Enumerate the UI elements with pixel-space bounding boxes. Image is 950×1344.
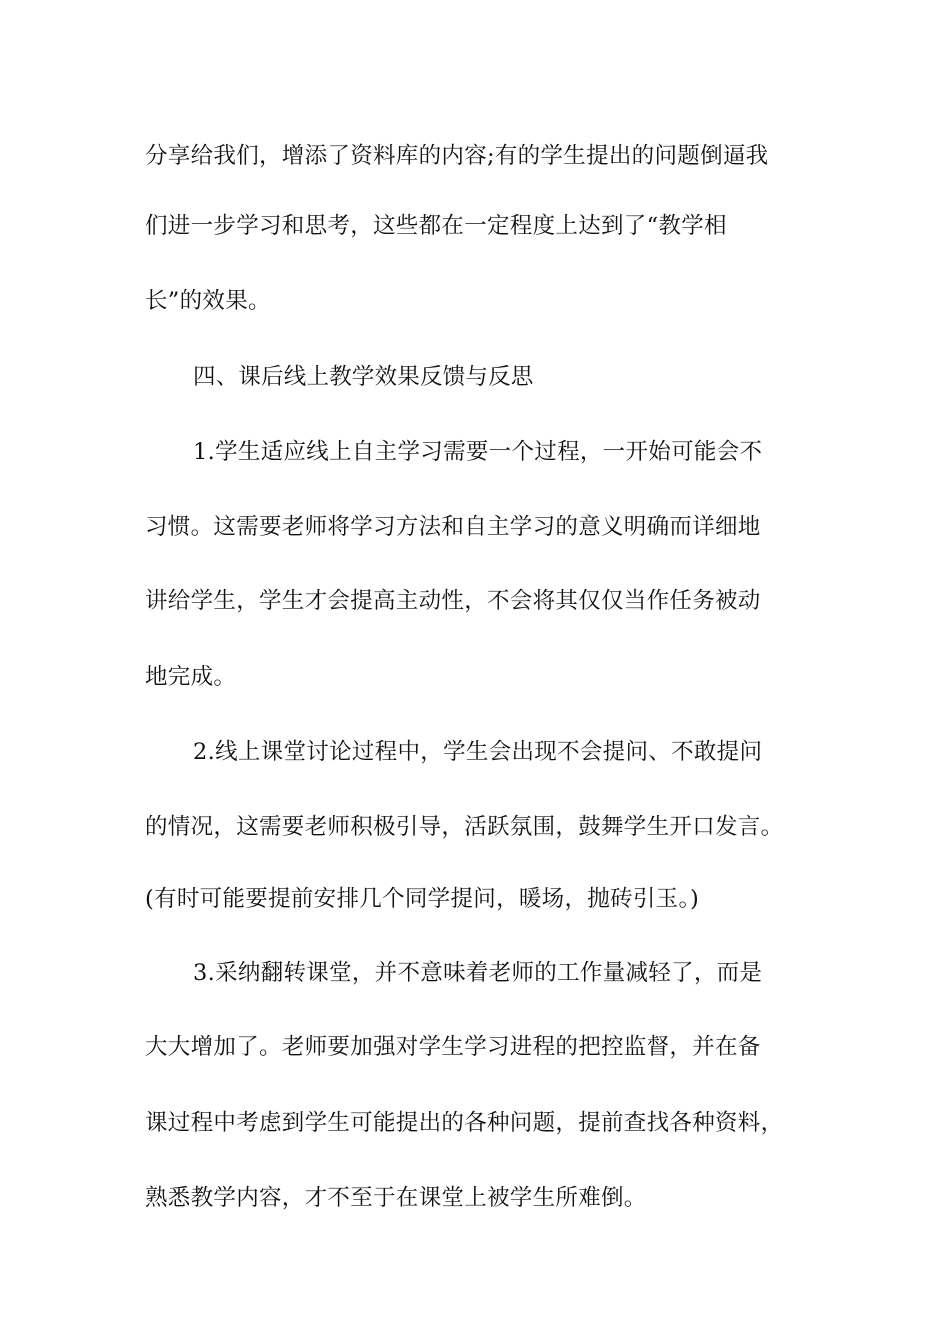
paragraph-line: 2.线上课堂讨论过程中，学生会出现不会提问、不敢提问 (193, 739, 763, 765)
paragraph-line: 的情况，这需要老师积极引导，活跃氛围，鼓舞学生开口发言。 (145, 814, 784, 840)
paragraph-line: 地完成。 (145, 664, 237, 690)
paragraph-line: 1.学生适应线上自主学习需要一个过程，一开始可能会不 (193, 439, 763, 465)
paragraph-line: 大大增加了。老师要加强对学生学习进程的把控监督，并在备 (145, 1034, 761, 1060)
paragraph-line: 长”的效果。 (145, 288, 271, 314)
paragraph-line: 课过程中考虑到学生可能提出的各种问题，提前查找各种资料， (145, 1110, 784, 1136)
paragraph-line: 们进一步学习和思考，这些都在一定程度上达到了“教学相 (145, 213, 727, 239)
paragraph-line: 熟悉教学内容，才不至于在课堂上被学生所难倒。 (145, 1185, 647, 1211)
paragraph-line: 3.采纳翻转课堂，并不意味着老师的工作量减轻了，而是 (193, 960, 763, 986)
paragraph-line: 分享给我们，增添了资料库的内容;有的学生提出的问题倒逼我 (145, 143, 769, 169)
paragraph-line: 讲给学生，学生才会提高主动性，不会将其仅仅当作任务被动 (145, 588, 761, 614)
paragraph-line: (有时可能要提前安排几个同学提问，暖场，抛砖引玉。) (145, 886, 700, 912)
paragraph-line: 习惯。这需要老师将学习方法和自主学习的意义明确而详细地 (145, 514, 761, 540)
section-heading: 四、课后线上教学效果反馈与反思 (193, 364, 534, 390)
